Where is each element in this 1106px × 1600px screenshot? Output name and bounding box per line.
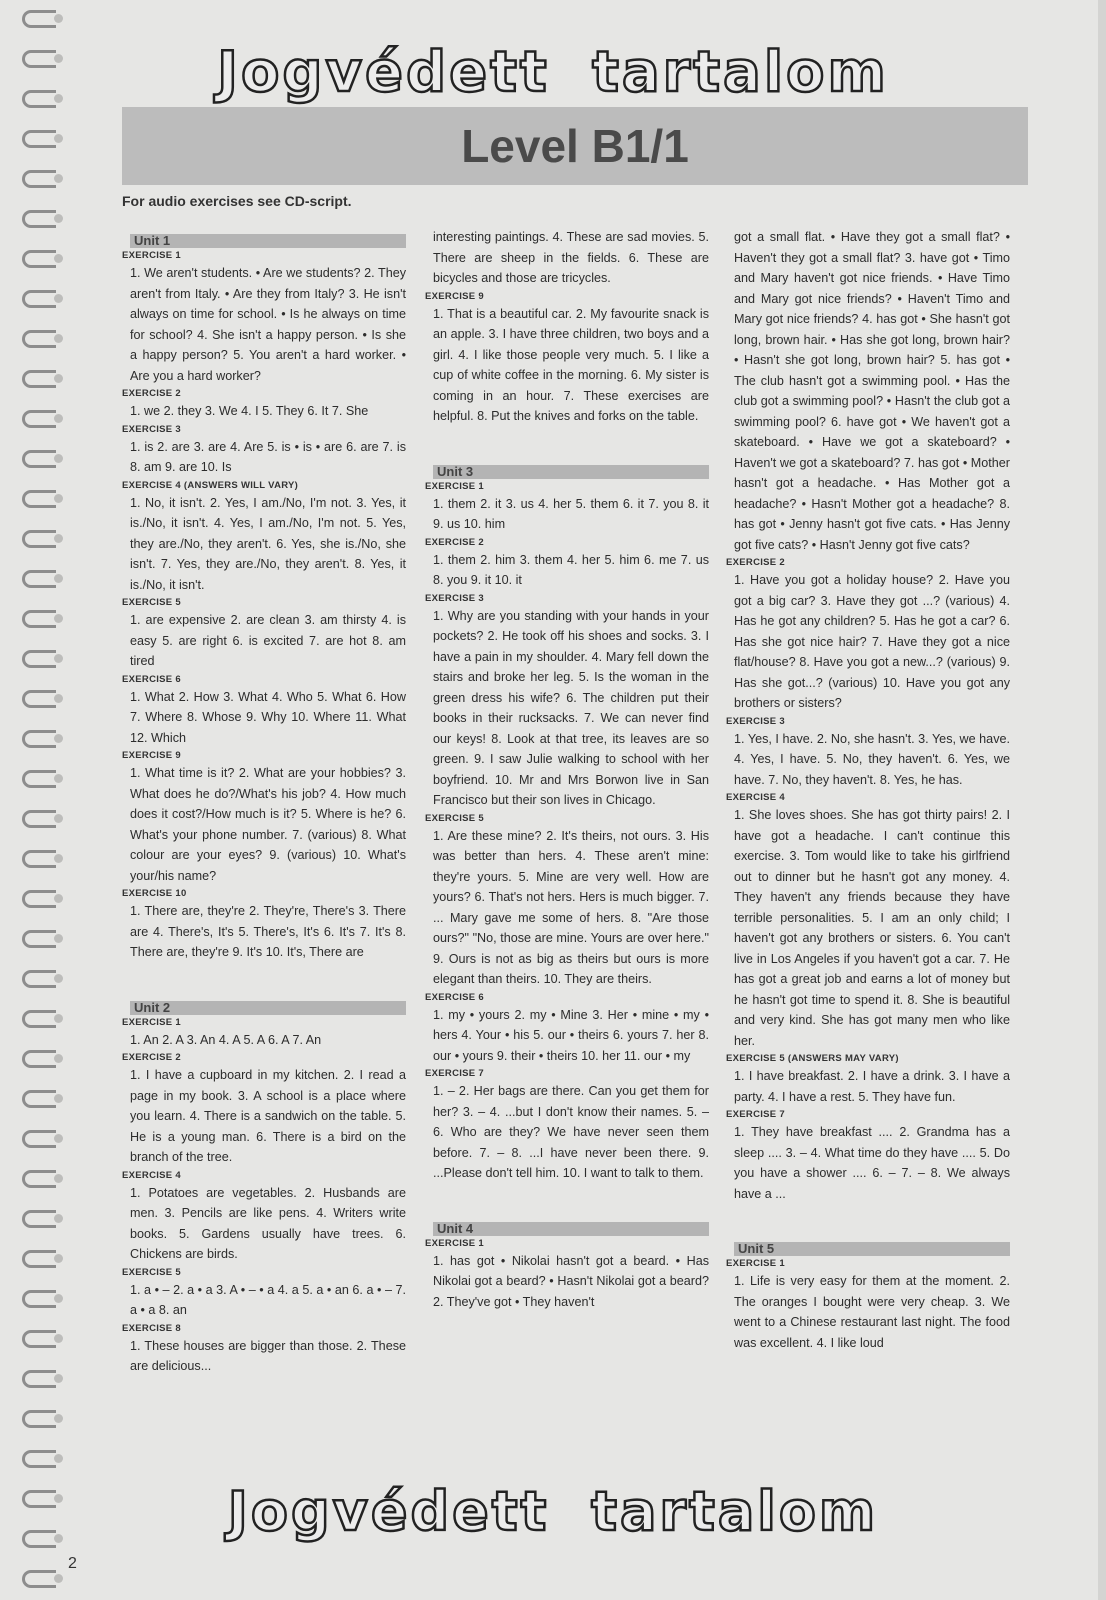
binding-hole [54,174,63,183]
spiral-ring [22,610,56,628]
binding-hole [54,494,63,503]
answer-text: 1. No, it isn't. 2. Yes, I am./No, I'm not. 3. Yes, it is./No, it isn't. 4. Yes, I am./No, I'm not. 5. Yes, they are./No, they aren't. 6. Yes, she is./No, she isn't. 7. Yes, they are./No, they aren't. 8. Yes, it is./No, it isn't. [130,495,406,592]
exercise-label: EXERCISE 2 [122,388,181,399]
binding-hole [54,1454,63,1463]
binding-hole [54,1014,63,1023]
binding-hole [54,654,63,663]
spiral-ring [22,10,56,28]
spiral-ring [22,490,56,508]
exercise-label: EXERCISE 1 [122,1016,181,1028]
unit-heading: Unit 1 [130,234,406,248]
binding-hole [54,1134,63,1143]
answer-text: 1. I have a cupboard in my kitchen. 2. I read a page in my book. 3. A school is a place where you learn. 4. There is a sandwich on the table. 5. He is a young man. 6. There is a bird on the branch of the tree. [130,1068,406,1164]
section-gap [130,963,406,999]
exercise-label: EXERCISE 1 [122,250,181,261]
answer-text: 1. Have you got a holiday house? 2. Have you got a big car? 3. Have they got ...? (various) 4. Has he got any children? 5. Has he got a car? 6. Has she got nice hair? 7. Have they got a nice flat/house? 8. Have you got a new...? (various) 9. Has she got...? (various) 10. Have you got any brothers or sisters? [734,573,1010,710]
binding-hole [54,1214,63,1223]
exercise-label: EXERCISE 3 [726,715,785,727]
answer-text: 1. Why are you standing with your hands in your pockets? 2. He took off his shoes and socks. 3. I have a pain in my shoulder. 4. Mary fell down the stairs and broke her leg. 5. Is the woman in the green dress his wife? 6. The children put their books in their rucksacks. 7. We can never find our keys! 8. Look at that tree, its leaves are so green. 9. I saw Julie walking to school with her boyfriend. 10. Mr and Mrs Borwon live in San Francisco but their son lives in Chicago. [433,608,709,807]
exercise-label: EXERCISE 1 [425,480,484,492]
answer-text: interesting paintings. 4. These are sad movies. 5. There are sheep in the fields. 6. These are bicycles and those are tricycles. [433,230,709,285]
binding-hole [54,1374,63,1383]
unit-heading: Unit 5 [734,1242,1010,1256]
exercise-label: EXERCISE 7 [726,1109,785,1120]
spiral-ring [22,1090,56,1108]
binding-hole [54,334,63,343]
answer-text: 1. are expensive 2. are clean 3. am thirsty 4. is easy 5. are right 6. is excited 7. are hot 8. am tired [130,613,406,668]
binding-hole [54,1414,63,1423]
binding-hole [54,1254,63,1263]
page-edge [1098,0,1106,1600]
spiral-ring [22,410,56,428]
spiral-ring [22,1250,56,1268]
binding-hole [54,254,63,263]
spiral-ring [22,930,56,948]
answer-text: 1. a • – 2. a • a 3. A • – • a 4. a 5. a • an 6. a • – 7. a • a 8. an [130,1282,406,1317]
watermark-top: Jogvédett tartalom [217,40,889,105]
answer-column-2 [425,227,709,1312]
spiral-ring [22,770,56,788]
spiral-binding [0,0,60,1600]
page-number: 2 [68,1555,77,1572]
spiral-ring [22,1290,56,1308]
binding-hole [54,1094,63,1103]
spiral-ring [22,890,56,908]
exercise-label: EXERCISE 2 [122,1052,181,1063]
exercise-label: EXERCISE 10 [122,888,187,899]
binding-hole [54,574,63,583]
binding-hole [54,134,63,143]
exercise-label: EXERCISE 5 [425,812,484,824]
spiral-ring [22,170,56,188]
exercise-label: EXERCISE 3 [122,423,181,435]
answer-text: 1. What time is it? 2. What are your hobbies? 3. What does he do?/What's his job? 4. How much does it cost?/How much is it? 5. Where is he? 6. What's your phone number. 7. (various) 8. What colour are your eyes? 9. (various) 10. What's your/his name? [130,766,406,883]
answer-text: 1. we 2. they 3. We 4. I 5. They 6. It 7. She [130,404,369,418]
spiral-ring [22,1210,56,1228]
exercise-label: EXERCISE 5 [122,1266,181,1278]
binding-holes [54,0,68,1600]
section-gap [433,1184,709,1220]
binding-hole [54,1174,63,1183]
spiral-ring [22,1010,56,1028]
exercise-label: EXERCISE 8 [122,1322,181,1334]
exercise-label: EXERCISE 6 [425,991,484,1003]
exercise-label: EXERCISE 9 [425,290,484,302]
spiral-ring [22,250,56,268]
answer-text: 1. We aren't students. • Are we students? 2. They aren't from Italy. • Are they from Italy? 3. He isn't always on time for school. • Is he always on time for school? 4. She isn't a happy person. • Is she a happy person? 5. You aren't a hard worker. • Are you a hard worker? [130,266,406,383]
exercise-label: EXERCISE 4 [726,792,785,803]
binding-hole [54,894,63,903]
binding-hole [54,974,63,983]
binding-hole [54,1574,63,1583]
spiral-ring [22,970,56,988]
answer-text: 1. I have breakfast. 2. I have a drink. 3. I have a party. 4. I have a rest. 5. They have fun. [734,1069,1010,1104]
binding-hole [54,854,63,863]
answer-text: 1. – 2. Her bags are there. Can you get them for her? 3. – 4. ...but I don't know their names. 5. – 6. Who are they? We have never seen them before. 7. – 8. ...I have never been there. 9. ...Please don't tell him. 10. I want to talk to them. [433,1084,709,1180]
answer-text: 1. They have breakfast .... 2. Grandma has a sleep .... 3. – 4. What time do they have .... 5. Do you have a shower .... 6. – 7. – 8. We always have a ... [734,1125,1010,1201]
binding-hole [54,294,63,303]
answer-text: 1. them 2. it 3. us 4. her 5. them 6. it 7. you 8. it 9. us 10. him [433,496,709,531]
spiral-ring [22,290,56,308]
exercise-label: EXERCISE 2 [425,536,484,548]
level-title: Level B1/1 [461,120,689,172]
answer-text: 1. What 2. How 3. What 4. Who 5. What 6. How 7. Where 8. Whose 9. Why 10. Where 11. What 12. Which [130,689,406,745]
spiral-ring [22,1450,56,1468]
exercise-label: EXERCISE 4 (ANSWERS WILL VARY) [122,479,299,491]
exercise-label: EXERCISE 6 [122,673,181,685]
answer-text: 1. An 2. A 3. An 4. A 5. A 6. A 7. An [130,1032,322,1047]
answer-text: 1. Yes, I have. 2. No, she hasn't. 3. Yes, we have. 4. Yes, I have. 5. No, they haven't. 6. Yes, we have. 7. No, they haven't. 8. Yes, he has. [734,731,1010,787]
exercise-label: EXERCISE 4 [122,1169,181,1181]
exercise-label: EXERCISE 2 [726,557,785,568]
spiral-ring [22,330,56,348]
exercise-label: EXERCISE 7 [425,1068,484,1079]
spiral-ring [22,1410,56,1428]
spiral-ring [22,810,56,828]
binding-hole [54,614,63,623]
answer-text: 1. them 2. him 3. them 4. her 5. him 6. me 7. us 8. you 9. it 10. it [433,552,709,587]
spiral-ring [22,650,56,668]
audio-note: For audio exercises see CD-script. [122,193,352,209]
binding-hole [54,374,63,383]
spiral-ring [22,130,56,148]
answer-text: 1. These houses are bigger than those. 2. These are delicious... [130,1338,406,1373]
spiral-ring [22,1130,56,1148]
answer-text: 1. my • yours 2. my • Mine 3. Her • mine • my • hers 4. Your • his 5. our • theirs 6. yours 7. her 8. our • yours 9. their • theirs 10. her 11. our • my [433,1007,709,1063]
exercise-label: EXERCISE 5 (ANSWERS MAY VARY) [726,1053,899,1064]
spiral-ring [22,730,56,748]
spiral-ring [22,1050,56,1068]
answer-column-3 [726,227,1010,1353]
unit-heading: Unit 4 [433,1222,709,1236]
answer-text: 1. That is a beautiful car. 2. My favourite snack is an apple. 3. I have three children, two boys and a girl. 4. I like those people very much. 5. I like a cup of white coffee in the morning. 6. My sister is coming in an hour. 7. These exercises are helpful. 8. Put the knives and forks on the table. [433,306,709,423]
answer-text: 1. Are these mine? 2. It's theirs, not ours. 3. His was better than hers. 4. These aren't mine: they're yours. 5. Mine are very well. How are yours? 6. That's not hers. Hers is much bigger. 7. ... Mary gave me some of hers. 8. "Are those ours?" "No, those are mine. Yours are over here." 9. Ours is not as big as theirs but ours is more elegant than theirs. 10. They are theirs. [433,828,709,986]
spiral-ring [22,1570,56,1588]
binding-hole [54,1054,63,1063]
spiral-ring [22,1370,56,1388]
answer-text: 1. Potatoes are vegetables. 2. Husbands are men. 3. Pencils are like pens. 4. Writers write books. 5. Gardens usually have trees. 6. Chickens are birds. [130,1185,406,1261]
spiral-ring [22,1170,56,1188]
binding-hole [54,1334,63,1343]
answer-text: 1. There are, they're 2. They're, There's 3. There are 4. There's, It's 5. There's, It's 6. It's 7. It's 8. There are, they're 9. It's 10. It's, There are [130,904,406,959]
binding-hole [54,694,63,703]
binding-hole [54,14,63,23]
answer-text: 1. Life is very easy for them at the moment. 2. The oranges I bought were very cheap. 3. We went to a Chinese restaurant last night. The food was excellent. 4. I like loud [734,1274,1010,1350]
answer-text: 1. is 2. are 3. are 4. Are 5. is • is • are 6. are 7. is 8. am 9. are 10. Is [130,439,406,474]
answer-text: got a small flat. • Have they got a small flat? • Haven't they got a small flat? 3. have got • Timo and Mary haven't got nice friends. • Have Timo and Mary got nice friends? • Haven't Timo and Mary got nice friends? 4. has got • She hasn't got long, brown hair. • Has she got long, brown hair? • Hasn't she got long, brown hair? 5. has got • The club hasn't got a swimming pool. • Has the club got a swimming pool? • Hasn't the club got a swimming pool? 6. have got • We haven't got a skateboard. • Have we got a skateboard? • Haven't we got a skateboard? 7. has got • Mother hasn't got a headache. • Has Mother got a headache? • Hasn't Mother got a headache? 8. has got • Jenny hasn't got five cats. • Has Jenny got five cats? • Hasn't Jenny got five cats? [734,230,1010,552]
binding-hole [54,1294,63,1303]
binding-hole [54,454,63,463]
section-gap [734,1204,1010,1240]
spiral-ring [22,570,56,588]
unit-heading: Unit 3 [433,465,709,479]
exercise-label: EXERCISE 1 [726,1258,785,1269]
binding-hole [54,414,63,423]
binding-hole [54,934,63,943]
answer-column-1 [122,232,406,1377]
watermark-bottom: Jogvédett tartalom [227,1480,879,1543]
spiral-ring [22,370,56,388]
exercise-label: EXERCISE 3 [425,592,484,604]
spiral-ring [22,690,56,708]
spiral-ring [22,530,56,548]
section-gap [433,427,709,463]
binding-hole [54,774,63,783]
binding-hole [54,534,63,543]
spiral-ring [22,1330,56,1348]
exercise-label: EXERCISE 5 [122,597,181,608]
spiral-ring [22,210,56,228]
exercise-label: EXERCISE 9 [122,750,181,761]
level-banner [122,107,1028,185]
spiral-ring [22,850,56,868]
binding-hole [54,814,63,823]
binding-hole [54,214,63,223]
exercise-label: EXERCISE 1 [425,1237,484,1249]
unit-heading: Unit 2 [130,1001,406,1015]
spiral-ring [22,450,56,468]
binding-hole [54,734,63,743]
answer-text: 1. She loves shoes. She has got thirty pairs! 2. I have got a headache. I can't continue this exercise. 3. Tom would like to take his girlfriend out to dinner but he hasn't got any money. 4. They haven't any friends because they have terrible personalities. 5. I am an only child; I haven't got any brothers or sisters. 6. You can't live in Los Angeles if you haven't got a car. 7. He has got a great job and earns a lot of money but he hasn't got time to spend it. 8. She is beautiful and very kind. She has got many men who like her. [734,808,1010,1048]
answer-text: 1. has got • Nikolai hasn't got a beard. • Has Nikolai got a beard? • Hasn't Nikolai got a beard? 2. They've got • They haven't [433,1253,709,1309]
